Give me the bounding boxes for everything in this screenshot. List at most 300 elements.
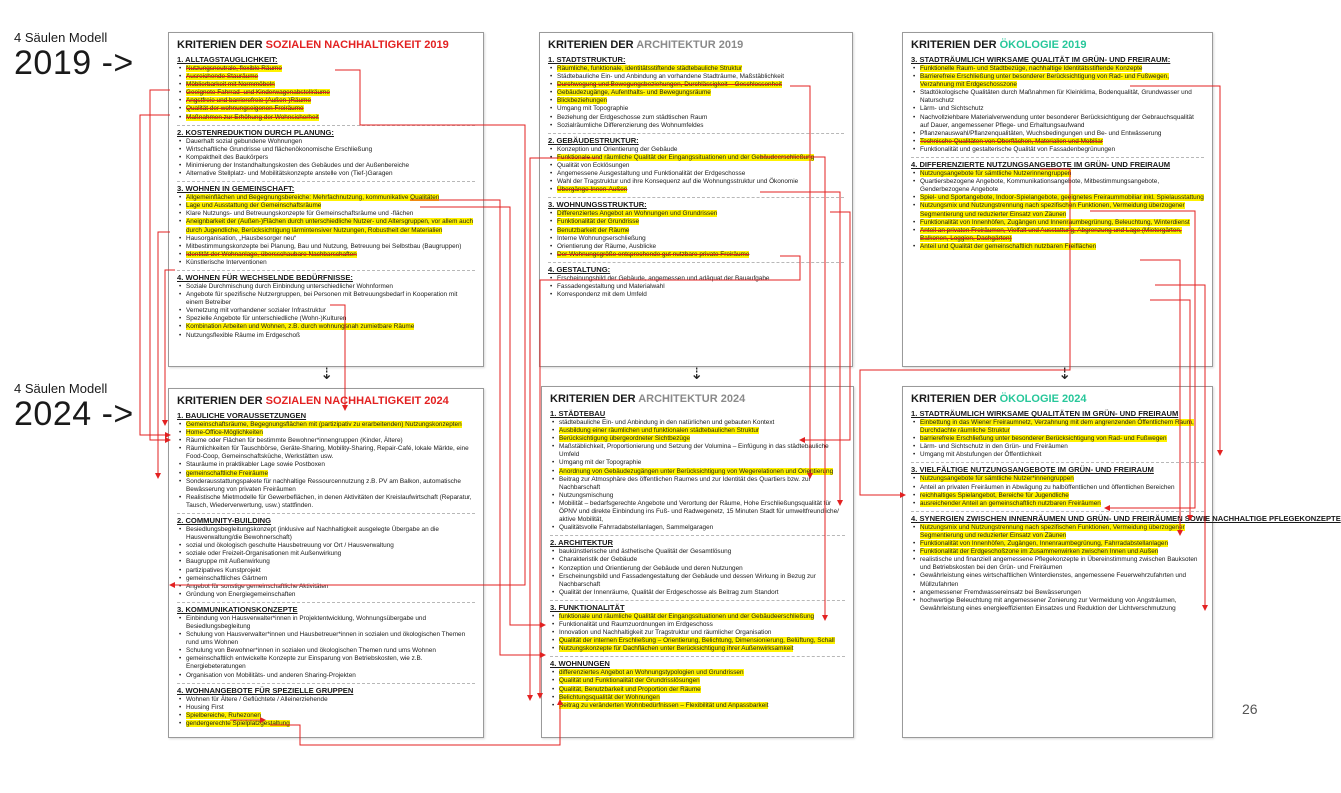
criteria-list xyxy=(177,615,475,680)
list-item xyxy=(920,130,1204,138)
list-item-text: Pflanzenauswahl/Pflanzenqualitäten, Wuchsbedingungen und Be- und Entwässerung xyxy=(920,129,1162,137)
list-item-text: Schulung von Bewohner*innen in sozialen und ökologischen Themen rund ums Wohnen xyxy=(186,647,436,655)
list-item-text: Charakteristik der Gebäude xyxy=(559,556,638,564)
list-item-text: Interne Wohnungserschließung xyxy=(557,234,646,242)
list-item-text: Städtebauliche Ein- und Anbindung an vorhandene Stadträume, Maßstäblichkeit xyxy=(557,73,785,81)
section-heading: 4. SYNERGIEN ZWISCHEN INNENRÄUMEN UND GRÜN- UND FREIRÄUMEN SOWIE NACHHALTIGE PFLEGEKONZEPTE xyxy=(911,513,1341,523)
criteria-list xyxy=(911,419,1204,459)
list-item xyxy=(557,146,844,154)
list-item xyxy=(559,686,845,694)
panel-title-topic: ÖKOLOGIE 2024 xyxy=(999,393,1087,405)
down-arrow-icon: ⇣ xyxy=(1058,364,1072,383)
criteria-section xyxy=(548,136,844,195)
criteria-section xyxy=(177,184,475,267)
list-item xyxy=(920,73,1204,89)
list-item xyxy=(557,283,844,291)
criteria-section xyxy=(911,55,1204,154)
list-item-text: Belichtungsqualität der Wohnungen xyxy=(559,693,660,701)
list-item xyxy=(557,243,844,251)
list-item-text: Angebote für spezifische Nutzergruppen, bei Personen mit Betreuungsbedarf in Kooperation mit einem Betreiber xyxy=(186,291,458,307)
list-item xyxy=(186,65,475,73)
list-item xyxy=(920,89,1204,105)
list-item xyxy=(920,202,1204,218)
list-item-text: Beitrag zur Atmosphäre des öffentlichen Raumes und zur Identität des Quartiers bzw. zur Nachbarschaft xyxy=(559,475,811,491)
criteria-list xyxy=(177,421,475,510)
section-heading: 1. STADTRÄUMLICH WIRKSAME QUALITÄTEN IM GRÜN- UND FREIRAUM xyxy=(911,409,1179,418)
list-item-text: reichhaltiges Spielangebot, Bereiche für Jugendliche xyxy=(920,491,1069,499)
list-item xyxy=(920,597,1204,613)
section-heading: 3. KOMMUNIKATIONSKONZEPTE xyxy=(177,604,298,614)
list-item xyxy=(557,170,844,178)
criteria-list xyxy=(177,138,475,178)
section-heading: 3. FUNKTIONALITÄT xyxy=(550,602,625,612)
section-divider xyxy=(550,600,845,601)
criteria-section xyxy=(177,128,475,178)
list-item-text: Nachvollziehbare Materialverwendung unter besonderer Berücksichtigung der Gebrauchsqualität auf Dauer, angemessener Pflege- und Erhaltungsaufwand xyxy=(920,113,1194,129)
list-item-text: Anordnung von Gebäudezugängen unter Berücksichtigung von Wegerelationen und Orientierung xyxy=(559,467,834,475)
criteria-list xyxy=(550,669,845,709)
list-item xyxy=(920,114,1204,130)
list-item xyxy=(186,591,475,599)
section-divider xyxy=(548,262,844,263)
list-item xyxy=(559,694,845,702)
criteria-list xyxy=(548,275,844,299)
list-item xyxy=(557,251,844,259)
criteria-section xyxy=(177,273,475,340)
criteria-list xyxy=(911,170,1204,251)
list-item-text: Anteil an privaten Freiräumen in Abwägung zu halböffentlichen und öffentlichen Bereichen xyxy=(920,483,1175,491)
panel-title-topic: ÖKOLOGIE 2019 xyxy=(999,39,1087,51)
section-heading: 1. STADTSTRUKTUR: xyxy=(548,55,626,64)
list-item xyxy=(559,629,845,637)
list-item-text: Übergänge Innen-Außen xyxy=(557,186,628,194)
list-item xyxy=(920,243,1204,251)
panel-title-topic: SOZIALEN NACHHALTIGKEIT 2024 xyxy=(265,395,449,407)
criteria-section xyxy=(550,538,845,597)
panel-title xyxy=(911,39,1204,51)
list-item xyxy=(186,291,475,307)
panel-oekologie-2019 xyxy=(902,32,1213,367)
list-item xyxy=(557,154,844,162)
list-item xyxy=(920,500,1204,508)
list-item xyxy=(186,243,475,251)
list-item-text: Umgang mit Topographie xyxy=(557,105,629,113)
list-item-text: Fassadengestaltung und Materialwahl xyxy=(557,282,665,290)
list-item xyxy=(186,461,475,469)
list-item-text: Korrespondenz mit dem Umfeld xyxy=(557,291,647,299)
list-item-text: Räumlichkeiten für Tauschbörse, Geräte-Sharing, Mobility-Sharing, Repair-Café, lokale Märkte, eine Food-Coop, Gemeinschaftsküche, Werkstätten usw. xyxy=(186,445,469,461)
list-item-text: Möblierbarkeit mit Normmöbeln xyxy=(186,81,275,89)
list-item-text: Hausorganisation, „Hausbesorger neu“ xyxy=(186,234,297,242)
list-item xyxy=(559,556,845,564)
list-item xyxy=(559,435,845,443)
list-item xyxy=(920,194,1204,202)
criteria-section xyxy=(177,605,475,680)
list-item xyxy=(186,421,475,429)
criteria-list xyxy=(177,194,475,267)
list-item-text: Gebäudezugänge, Aufenthalts- und Bewegungsräume xyxy=(557,89,711,97)
list-item-text: Nutzungsangebote für sämtliche Nutzerinnengruppen xyxy=(920,170,1072,178)
list-item-text: Kompaktheit des Baukörpers xyxy=(186,153,269,161)
panel-title xyxy=(550,393,845,405)
list-item xyxy=(186,138,475,146)
list-item-text: partizipatives Kunstprojekt xyxy=(186,566,261,574)
list-item-text: Qualitätsvolle Fahrradabstellanlagen, Sammelgaragen xyxy=(559,524,714,532)
list-item xyxy=(186,672,475,680)
list-item-text: Realistische Mietmodelle für Gewerbeflächen, in denen Aktivitäten der Kreislaufwirtschaft (Reparatur, Tausch, Wiederverwertung, usw.) stattfinden. xyxy=(186,493,472,509)
panel-title-prefix: KRITERIEN DER xyxy=(177,39,266,51)
list-item-text: Konzeption und Orientierung der Gebäude xyxy=(557,145,678,153)
list-item xyxy=(186,445,475,461)
list-item xyxy=(186,73,475,81)
criteria-list xyxy=(177,283,475,340)
list-item-text: angemessener Fremdwassereinsatz bei Bewässerungen xyxy=(920,588,1081,596)
panel-title xyxy=(548,39,844,51)
list-item-text: Beitrag zu veränderten Wohnbedürfnissen – Flexibilität und Anpassbarkeit xyxy=(559,701,769,709)
list-item xyxy=(559,589,845,597)
list-item xyxy=(186,655,475,671)
list-item xyxy=(557,97,844,105)
list-item-text: Vernetzung mit vorhandener sozialer Infrastruktur xyxy=(186,307,326,315)
section-heading: 4. DIFFERENZIERTE NUTZUNGSANGEBOTE IM GRÜN- UND FREIRAUM xyxy=(911,160,1171,170)
list-item-text: hochwertige Beleuchtung mit angemessener Zonierung zur Vermeidung von Angsträumen, Gewährleistung eines energieeffizienten Einsatzes und Reduktion der Lichtverschmutzung xyxy=(920,596,1177,612)
section-heading: 1. BAULICHE VORAUSSETZUNGEN xyxy=(177,411,307,420)
list-item-text: Spiel- und Sportangebote, Indoor-Spielangebote, geeignetes Freiraummobiliar inkl. Spielausstattung xyxy=(920,194,1204,202)
list-item-text: soziale oder Freizeit-Organisationen mit Außenwirkung xyxy=(186,550,342,558)
section-divider xyxy=(177,270,475,271)
list-item xyxy=(186,170,475,178)
list-item-text: Alternative Stellplatz- und Mobilitätskonzepte anstelle von (Tief-)Garagen xyxy=(186,170,393,178)
list-item xyxy=(557,227,844,235)
list-item xyxy=(920,556,1204,572)
section-heading: 4. GESTALTUNG: xyxy=(548,264,611,274)
list-item-text: Anteil an privaten Freiräumen, Vielfalt und Ausstattung, Abgrenzung und Lage (Mietergärten, Balkonen, Loggien, Dachgärten) xyxy=(920,226,1182,242)
list-item-text: städtebauliche Ein- und Anbindung in den natürlichen und gebauten Kontext xyxy=(559,419,775,426)
list-item-text: Sozialräumliche Differenzierung des Wohnumfeldes xyxy=(557,121,704,129)
list-item xyxy=(920,227,1204,243)
list-item xyxy=(186,307,475,315)
list-item xyxy=(920,65,1204,73)
list-item xyxy=(559,476,845,492)
list-item xyxy=(186,429,475,437)
criteria-list xyxy=(550,613,845,653)
criteria-list xyxy=(911,475,1204,507)
criteria-list xyxy=(177,696,475,728)
list-item xyxy=(557,122,844,130)
section-heading: 2. GEBÄUDESTRUKTUR: xyxy=(548,135,639,145)
list-item-text: Gemeinschaftsräume, Begegnungsflächen mit (partizipativ zu erarbeitenden) Nutzungskonzepten xyxy=(186,421,462,428)
list-item xyxy=(559,459,845,467)
label-2024 xyxy=(14,381,134,432)
section-heading: 2. KOSTENREDUKTION DURCH PLANUNG: xyxy=(177,127,334,137)
list-item-text: Maßnahmen zur Erhöhung der Wohnsicherheit xyxy=(186,113,319,121)
list-item xyxy=(920,170,1204,178)
list-item-text: Qualität der internen Erschließung – Orientierung, Belichtung, Dimensionierung, Belüftung, Schall xyxy=(559,637,835,645)
list-item xyxy=(920,138,1204,146)
list-item xyxy=(186,704,475,712)
list-item xyxy=(186,162,475,170)
list-item-text: Nutzungsangebote für sämtliche Nutzer*innengruppen xyxy=(920,475,1074,483)
criteria-section xyxy=(911,465,1204,507)
list-item xyxy=(186,494,475,510)
list-item-text: Qualität von Ecklösungen xyxy=(557,161,630,169)
list-item-text: Housing First xyxy=(186,703,224,711)
criteria-section xyxy=(550,603,845,653)
list-item xyxy=(186,283,475,291)
list-item xyxy=(186,575,475,583)
list-item xyxy=(186,615,475,631)
list-item-text: Anteil und Qualität der gemeinschaftlich nutzbaren Freiflächen xyxy=(920,242,1097,250)
list-item-text: Minimierung der Instandhaltungskosten des Gebäudes und der Außenbereiche xyxy=(186,161,410,169)
section-heading: 3. VIELFÄLTIGE NUTZUNGSANGEBOTE IM GRÜN- UND FREIRAUM xyxy=(911,465,1154,475)
section-heading: 4. WOHNUNGEN xyxy=(550,659,610,669)
section-divider xyxy=(177,181,475,182)
list-item-text: gendergerechte Spielplatzgestaltung xyxy=(186,719,290,727)
list-item-text: Beziehung der Erdgeschosse zum städtischen Raum xyxy=(557,113,708,121)
list-item-text: Differenziertes Angebot an Wohnungen und Grundrissen xyxy=(557,210,718,218)
list-item xyxy=(186,712,475,720)
list-item xyxy=(186,647,475,655)
list-item-text: Der Wohnungsgröße entsprechende gut nutzbare private Freiräume xyxy=(557,250,750,258)
panel-title-prefix: KRITERIEN DER xyxy=(911,393,1000,405)
list-item xyxy=(557,235,844,243)
list-item xyxy=(186,146,475,154)
panel-architektur-2019 xyxy=(539,32,853,367)
list-item xyxy=(920,484,1204,492)
list-item-text: Geeignete Fahrrad- und Kinderwagenabstellräume xyxy=(186,89,330,97)
list-item-text: differenziertes Angebot an Wohnungstypologien und Grundrissen xyxy=(559,669,744,677)
section-heading: 1. STÄDTEBAU xyxy=(550,409,606,418)
list-item xyxy=(186,720,475,728)
section-divider xyxy=(911,462,1204,463)
criteria-section xyxy=(911,160,1204,251)
list-item-text: Allgemeinflächen und Begegnungsbereiche: Mehrfachnutzung, kommunikative Qualitäten xyxy=(186,194,440,202)
list-item-text: Kombination Arbeiten und Wohnen, z.B. durch wohnungsnah zumietbare Räume xyxy=(186,323,415,331)
list-item-text: Klare Nutzungs- und Betreuungskonzepte für Gemeinschaftsräume und -flächen xyxy=(186,210,414,218)
list-item xyxy=(559,677,845,685)
list-item-text: Benutzbarkeit der Räume xyxy=(557,226,630,234)
list-item-text: Erscheinungsbild und Fassadengestaltung der Gebäude und dessen Wirkung in Bezug zur Nachbarschaft xyxy=(559,572,816,588)
list-item xyxy=(186,154,475,162)
list-item-text: funktionale und räumliche Qualität der Eingangssituationen und der Gebäudeerschließung xyxy=(559,612,815,620)
list-item xyxy=(186,478,475,494)
list-item-text: Künstlerische Interventionen xyxy=(186,258,267,266)
section-heading: 4. WOHNANGEBOTE FÜR SPEZIELLE GRUPPEN xyxy=(177,685,354,695)
list-item-text: Aneignbarkeit der (Außen-)Flächen durch unterschiedliche Nutzer- und Altersgruppen, vor allem auch durch Jugendliche, Berücksichtigung lärmintensiver Nutzungen, Robustheit der Materialien xyxy=(186,218,474,234)
list-item-text: Soziale Durchmischung durch Einbindung unterschiedlicher Wohnformen xyxy=(186,282,393,290)
list-item-text: Gründung von Energiegemeinschaften xyxy=(186,590,296,598)
list-item xyxy=(186,218,475,234)
section-heading: 3. WOHNUNGSSTRUKTUR: xyxy=(548,200,647,210)
list-item xyxy=(186,81,475,89)
down-arrow-icon: ⇣ xyxy=(320,364,334,383)
list-item-text: Home-Office-Möglichkeiten xyxy=(186,429,263,437)
section-heading: 3. WOHNEN IN GEMEINSCHAFT: xyxy=(177,184,295,194)
list-item-text: Funktionalität und gestalterische Qualität von Fassadenbegrünungen xyxy=(920,145,1116,153)
list-item-text: realistische und finanziell angemessene Pflegekonzepte in Übereinstimmung zwischen Bauksoten und Betriebskosten bei den Grün- und Freiräumen xyxy=(920,556,1198,572)
list-item-text: Ausreichende Stauräume xyxy=(186,73,259,81)
criteria-section xyxy=(177,686,475,728)
list-item-text: Einbindung von Hausverwalter*innen in Projektentwicklung, Wohnungsübergabe und Besiedlungsbegleitung xyxy=(186,614,427,630)
list-item-text: Technische Qualitäten von Oberflächen, Materialien und Mobiliar xyxy=(920,137,1103,145)
list-item xyxy=(557,114,844,122)
criteria-section xyxy=(550,409,845,532)
list-item xyxy=(186,550,475,558)
list-item-text: Besiedlungsbegleitungskonzept (inklusive auf Nachhaltigkeit ausgelegte Übergabe an die Hausverwaltung/die Bewohnerschaft) xyxy=(186,526,439,542)
list-item xyxy=(186,97,475,105)
list-item-text: Räumliche, funktionale, identitätsstiftende städtebauliche Struktur xyxy=(557,65,743,72)
list-item-text: Qualität und Funktionalität der Grundrisslösungen xyxy=(559,677,700,685)
list-item-text: ausreichender Anteil an gemeinschaftlich nutzbaren Freiräumen xyxy=(920,499,1101,507)
criteria-list xyxy=(550,419,845,532)
panel-title-prefix: KRITERIEN DER xyxy=(550,393,639,405)
panel-architektur-2024 xyxy=(541,386,854,738)
criteria-list xyxy=(911,524,1204,613)
list-item xyxy=(557,291,844,299)
list-item xyxy=(559,548,845,556)
panel-title-topic: ARCHITEKTUR 2024 xyxy=(638,393,746,405)
list-item xyxy=(559,443,845,459)
list-item xyxy=(920,540,1204,548)
list-item xyxy=(559,500,845,524)
list-item-text: Mobilität – bedarfsgerechte Angebote und Verortung der Räume, Hohe Erschließungsqualität für ÖPNV und direkte Einbindung ins Fuß- und Radwegenetz, 15 Minuten Stadt für umweltfreundliche/ aktive Mobilität, xyxy=(559,499,839,524)
panel-soziale-nachhaltigkeit-2019 xyxy=(168,32,484,367)
list-item xyxy=(186,542,475,550)
list-item xyxy=(557,65,844,73)
list-item xyxy=(920,435,1204,443)
list-item xyxy=(186,696,475,704)
list-item xyxy=(920,219,1204,227)
list-item-text: Einbettung in das Wiener Freiraumnetz, Verzahnung mit dem angrenzenden Öffentlichem Raum, Durchdachte räumliche Struktur xyxy=(920,419,1194,435)
list-item-text: Durchwegung und Bewegungsbeziehungen, Durchlässigkeit – Geschlossenheit xyxy=(557,81,782,89)
list-item-text: Spielbereiche, Ruhezonen xyxy=(186,711,261,719)
section-divider xyxy=(177,602,475,603)
list-item xyxy=(557,73,844,81)
list-item-text: Baugruppe mit Außenwirkung xyxy=(186,558,270,566)
section-divider xyxy=(550,656,845,657)
list-item-text: Konzeption und Orientierung der Gebäude und deren Nutzungen xyxy=(559,564,743,572)
list-item xyxy=(559,669,845,677)
panel-title-topic: SOZIALEN NACHHALTIGKEIT 2019 xyxy=(265,39,449,51)
list-item xyxy=(186,114,475,122)
list-item xyxy=(920,492,1204,500)
criteria-list xyxy=(177,65,475,122)
list-item-text: Quartiersbezogene Angebote, Kommunikationsangebote, Mitbestimmungsangebote, Genderbezogene Angebote xyxy=(920,178,1160,194)
list-item xyxy=(920,589,1204,597)
list-item xyxy=(186,251,475,259)
list-item xyxy=(186,235,475,243)
list-item xyxy=(186,631,475,647)
list-item-text: Funktionalität der Erdgeschoßzone im Zusammenwirken zwischen Innen und Außen xyxy=(920,548,1159,556)
list-item xyxy=(920,146,1204,154)
list-item-text: Blickbeziehungen xyxy=(557,97,608,105)
list-item-text: gemeinschaftlich entwickelte Konzepte zur Einsparung von Betriebskosten, wie z.B. Energiebeteratungen xyxy=(186,655,423,671)
list-item-text: Lärm- und Sichtschutz in den Grün- und Freiräumen xyxy=(920,443,1068,451)
criteria-section xyxy=(548,200,844,259)
list-item xyxy=(559,613,845,621)
list-item xyxy=(557,81,844,89)
list-item-text: Innovation und Nachhaltigkeit zur Tragstruktur und räumlicher Organisation xyxy=(559,629,772,637)
list-item xyxy=(186,567,475,575)
panel-title-prefix: KRITERIEN DER xyxy=(911,39,1000,51)
section-divider xyxy=(911,157,1204,158)
label-2019 xyxy=(14,30,134,81)
list-item xyxy=(557,210,844,218)
list-item-text: Organisation von Mobilitäts- und anderen Sharing-Projekten xyxy=(186,671,356,679)
list-item xyxy=(559,702,845,710)
criteria-list xyxy=(550,548,845,597)
list-item xyxy=(186,323,475,331)
criteria-section xyxy=(548,55,844,130)
list-item xyxy=(920,451,1204,459)
list-item-text: gemeinschaftliches Gärtnern xyxy=(186,574,268,582)
criteria-list xyxy=(548,210,844,259)
list-item-text: Maßstäblichkeit, Proportionierung und Setzung der Volumina – Einfügung in das städtebauliche Umfeld xyxy=(559,443,829,459)
list-item xyxy=(557,218,844,226)
list-item-text: Barrierefreie Erschließung unter besonderer Berücksichtigung von Rad- und Fußwegen, Verzahnung mit Erdgeschosszone xyxy=(920,73,1170,89)
year-label-2019: 2019 -> xyxy=(14,44,134,82)
section-divider xyxy=(177,683,475,684)
list-item-text: Umgang mit der Topographie xyxy=(559,459,642,467)
list-item-text: Funktionalität von Innenhöfen, Zugängen und Innenraumbegrünung, Beleuchtung, Winterdienst xyxy=(920,218,1190,226)
list-item-text: Lärm- und Sichtschutz xyxy=(920,105,984,113)
list-item-text: Nutzungsmix und Nutzungstrennung nach spezifischen Funktionen, Vermeidung überzogener Segmentierung und reduzierter Einsatz von Zäunen xyxy=(920,523,1185,539)
list-item-text: Wahl der Tragstruktur und ihre Konsequenz auf die Wohnungsstruktur und Ökonomie xyxy=(557,178,799,186)
list-item xyxy=(557,275,844,283)
list-item xyxy=(559,573,845,589)
list-item xyxy=(186,202,475,210)
list-item xyxy=(186,259,475,267)
list-item-text: Nutzungsflexible Räume im Erdgeschoß xyxy=(186,331,301,339)
section-heading: 2. COMMUNITY-BUILDING xyxy=(177,516,272,526)
model-label-2019: 4 Säulen Modell xyxy=(14,30,108,45)
list-item xyxy=(557,186,844,194)
panel-title-prefix: KRITERIEN DER xyxy=(548,39,637,51)
panel-title xyxy=(177,395,475,407)
list-item-text: Nutzungsneutrale, flexible Räume xyxy=(186,65,282,72)
list-item xyxy=(557,105,844,113)
section-heading: 2. ARCHITEKTUR xyxy=(550,538,614,548)
list-item xyxy=(559,645,845,653)
criteria-section xyxy=(548,265,844,299)
list-item-text: Erscheinungsbild der Gebäude, angemessen und adäquat der Bauaufgabe xyxy=(557,274,770,282)
list-item xyxy=(920,572,1204,588)
panel-title-prefix: KRITERIEN DER xyxy=(177,395,266,407)
list-item-text: baukünstlerische und ästhetische Qualität der Gesamtlösung xyxy=(559,548,732,556)
criteria-list xyxy=(548,65,844,130)
list-item-text: Angstfreie und barrierefreie (Außen-)Räume xyxy=(186,97,312,105)
list-item xyxy=(920,105,1204,113)
criteria-section xyxy=(177,55,475,122)
list-item xyxy=(186,89,475,97)
list-item xyxy=(559,637,845,645)
list-item xyxy=(920,178,1204,194)
model-label-2024: 4 Säulen Modell xyxy=(14,381,108,396)
panel-soziale-nachhaltigkeit-2024 xyxy=(168,388,484,738)
list-item xyxy=(186,194,475,202)
section-divider xyxy=(548,133,844,134)
list-item-text: Angemessene Ausgestaltung und Funktionalität der Erdgeschosse xyxy=(557,170,746,178)
list-item xyxy=(920,475,1204,483)
list-item xyxy=(186,470,475,478)
list-item-text: Sonderausstattungspakete für nachhaltige Ressourcennutzung z.B. PV am Balkon, automatische Bewässerung von privaten Freiräumen xyxy=(186,477,461,493)
list-item xyxy=(557,162,844,170)
section-divider xyxy=(550,535,845,536)
list-item-text: Räume oder Flächen für bestimmte Bewohner*innengruppen (Kinder, Ältere) xyxy=(186,437,403,445)
list-item xyxy=(186,437,475,445)
panel-title-topic: ARCHITEKTUR 2019 xyxy=(636,39,744,51)
list-item-text: Funktionalität von Innenhöfen, Zugängen, Innenraumbegrünung, Fahrradabstellanlagen xyxy=(920,540,1168,548)
